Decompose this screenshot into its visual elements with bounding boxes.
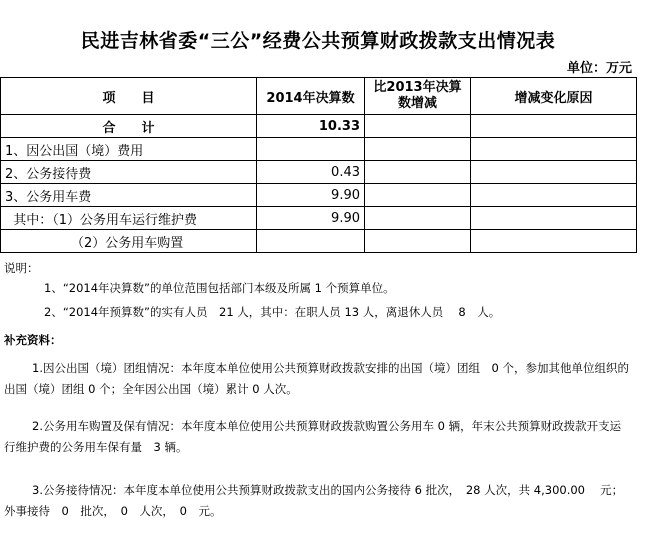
- table-row: [1, 161, 637, 184]
- header-2014-final[interactable]: 2014年决算数: [257, 78, 365, 115]
- unit-label: 单位：万元: [566, 61, 632, 76]
- table-row: [1, 184, 637, 207]
- table-cell[interactable]: 其中：（1）公务用车运行维护费: [1, 207, 257, 230]
- table-row: [1, 138, 637, 161]
- table-cell[interactable]: [471, 138, 637, 161]
- table-cell[interactable]: 1、因公出国（境）费用: [1, 138, 257, 161]
- table-row-total: [1, 115, 637, 138]
- header-item[interactable]: 项 目: [1, 78, 257, 115]
- table-cell[interactable]: [471, 230, 637, 253]
- table-cell[interactable]: [365, 230, 471, 253]
- notes-label: 说明：: [4, 261, 39, 275]
- table-header-row: [1, 78, 637, 115]
- table-cell[interactable]: 2、公务接待费: [1, 161, 257, 184]
- report-title: 民进吉林省委“三公”经费公共预算财政拨款支出情况表: [80, 30, 556, 52]
- table-row: [1, 207, 637, 230]
- header-change-vs-2013[interactable]: 比2013年决算数增减: [365, 78, 471, 115]
- table-cell[interactable]: [365, 184, 471, 207]
- table-cell[interactable]: [365, 115, 471, 138]
- table-cell[interactable]: 9.90: [257, 207, 365, 230]
- header-change-reason[interactable]: 增减变化原因: [471, 78, 637, 115]
- supplement-para-1: 1.因公出国（境）团组情况：本年度本单位使用公共预算财政拨款安排的出国（境）团组 0 个，参加其他单位组织的出国（境）团组 0 个；全年因公出国（境）累计 0 人次。: [4, 361, 629, 396]
- table-cell[interactable]: [365, 207, 471, 230]
- table-cell[interactable]: 0.43: [257, 161, 365, 184]
- table-cell[interactable]: [471, 161, 637, 184]
- expenditure-table: [0, 77, 637, 253]
- note-2: 2、“2014年预算数”的实有人员 21 人，其中：在职人员 13 人，离退休人员 8 人。: [44, 305, 501, 319]
- table-cell[interactable]: （2）公务用车购置: [1, 230, 257, 253]
- table-cell[interactable]: [471, 115, 637, 138]
- table-cell[interactable]: [257, 230, 365, 253]
- table-cell[interactable]: 3、公务用车费: [1, 184, 257, 207]
- table-cell[interactable]: 9.90: [257, 184, 365, 207]
- table-cell[interactable]: [471, 184, 637, 207]
- table-cell[interactable]: [471, 207, 637, 230]
- table-cell[interactable]: [365, 161, 471, 184]
- table-cell[interactable]: [365, 138, 471, 161]
- table-cell[interactable]: 合 计: [1, 115, 257, 138]
- supplement-label: 补充资料：: [4, 333, 62, 347]
- supplement-para-3: 3.公务接待情况：本年度本单位使用公共预算财政拨款支出的国内公务接待 6 批次， 28 人次，共 4,300.00 元；外事接待 0 批次， 0 人次， 0 元。: [4, 483, 624, 518]
- supplement-para-2: 2.公务用车购置及保有情况：本年度本单位使用公共预算财政拨款购置公务用车 0 辆，年末公共预算财政拨款开支运行维护费的公务用车保有量 3 辆。: [4, 419, 622, 454]
- table-row: [1, 230, 637, 253]
- table-cell[interactable]: 10.33: [257, 115, 365, 138]
- note-1: 1、“2014年决算数”的单位范围包括部门本级及所属 1 个预算单位。: [44, 281, 395, 295]
- table-cell[interactable]: [257, 138, 365, 161]
